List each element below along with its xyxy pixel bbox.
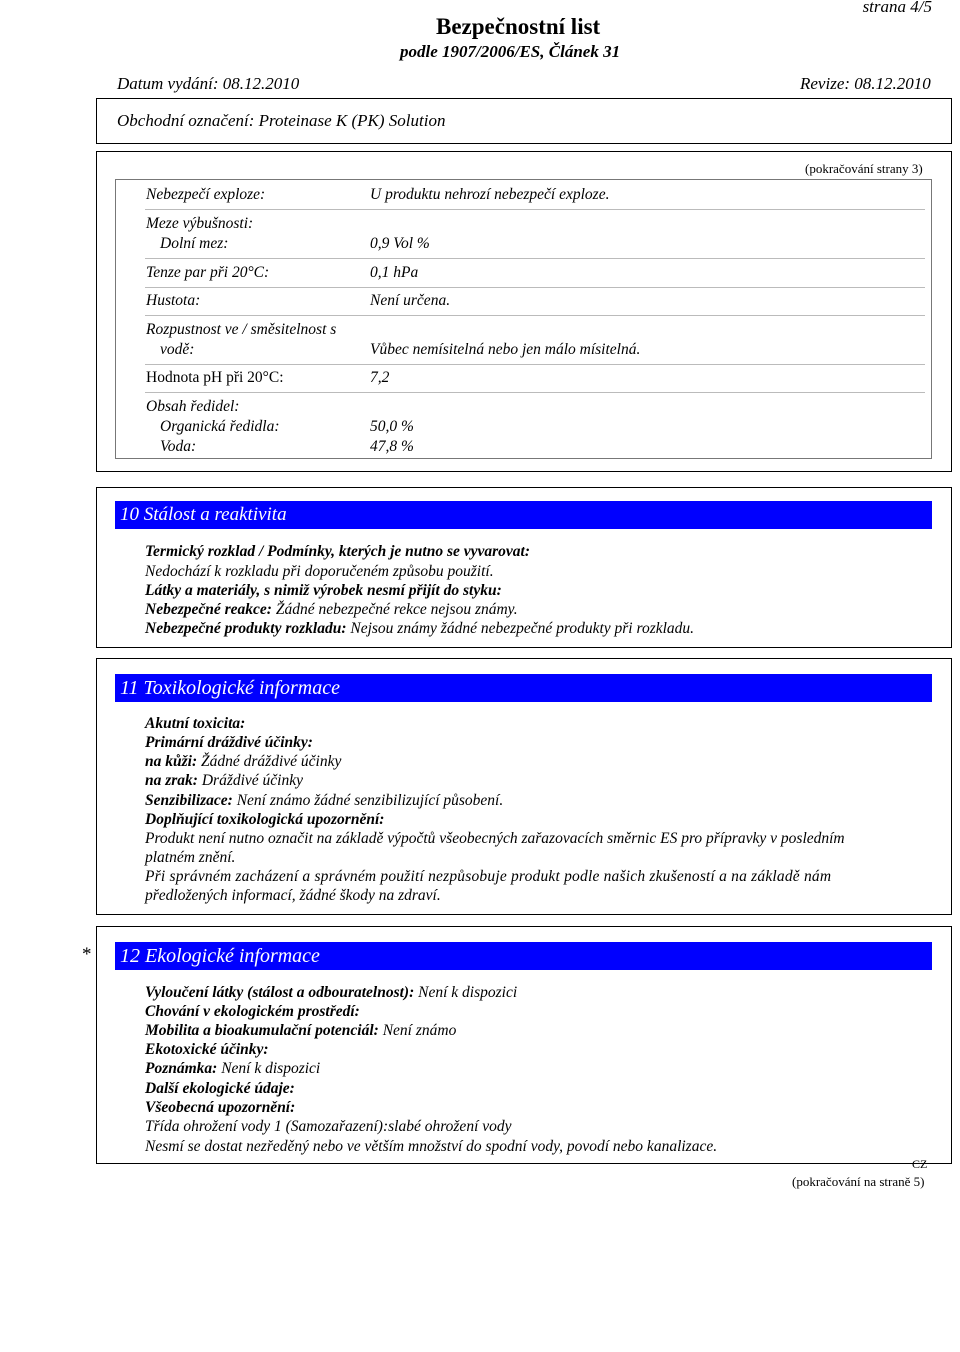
language-code: CZ <box>912 1157 928 1171</box>
solubility-value: Vůbec nemísitelná nebo jen málo mísitelná. <box>370 341 641 358</box>
solvents-label: Obsah ředidel: <box>146 398 240 415</box>
explosion-label: Nebezpečí exploze: <box>146 186 266 203</box>
s12-note-value: Není k dispozici <box>217 1060 321 1077</box>
s10-reactions-value: Žádné nebezpečné rekce nejsou známy. <box>271 601 518 618</box>
s12-ecotoxic: Ekotoxické účinky: <box>145 1041 269 1058</box>
s11-additional-heading: Doplňující toxikologická upozornění: <box>145 811 385 828</box>
continuation-bottom: (pokračování na straně 5) <box>792 1174 925 1189</box>
solubility-label: Rozpustnost ve / směsitelnost s <box>146 321 337 338</box>
s12-degradability <box>145 984 517 1002</box>
section12-heading: 12 Ekologické informace <box>115 942 932 970</box>
s11-text-4: předložených informací, žádné škody na zdraví. <box>145 887 441 904</box>
s12-general-notes: Všeobecná upozornění: <box>145 1099 296 1116</box>
s12-note-label: Poznámka: <box>145 1060 218 1077</box>
s11-eyes <box>145 772 303 790</box>
s10-reactions <box>145 601 518 619</box>
s11-skin-value: Žádné dráždivé účinky <box>197 753 342 770</box>
lower-limit-value: 0,9 Vol % <box>370 235 430 252</box>
s12-water-class: Třída ohrožení vody 1 (Samozařazení):slabé ohrožení vody <box>145 1118 512 1135</box>
ph-value: 7,2 <box>370 369 390 386</box>
s11-sensitization <box>145 792 503 810</box>
s11-text-1: Produkt není nutno označit na základě výpočtů všeobecných zařazovacích směrnic ES pro přípravky v posledním <box>145 830 845 847</box>
issue-date: Datum vydání: 08.12.2010 <box>117 74 300 93</box>
s11-eyes-label: na zrak: <box>145 772 198 789</box>
trade-name: Obchodní označení: Proteinase K (PK) Solution <box>117 111 446 130</box>
continuation-top: (pokračování strany 3) <box>805 161 923 176</box>
s12-mobility <box>145 1022 456 1040</box>
rule <box>145 287 925 288</box>
s11-eyes-value: Dráždivé účinky <box>197 772 304 789</box>
page-number: strana 4/5 <box>862 0 932 16</box>
s12-water-warning: Nesmí se dostat nezředěný nebo ve větším množství do spodní vody, povodí nebo kanalizace. <box>145 1138 718 1155</box>
organic-solvents-value: 50,0 % <box>370 418 414 435</box>
s10-decomposition-value: Nejsou známy žádné nebezpečné produkty při rozkladu. <box>346 620 695 637</box>
density-value: Není určena. <box>370 292 451 309</box>
rule <box>145 258 925 259</box>
ph-label: Hodnota pH při 20°C: <box>146 369 284 386</box>
solubility-label-cont: vodě: <box>160 341 195 358</box>
s12-other-data: Další ekologické údaje: <box>145 1080 295 1097</box>
lower-limit-label: Dolní mez: <box>160 235 229 252</box>
section10-heading: 10 Stálost a reaktivita <box>115 501 932 529</box>
limits-label: Meze výbušnosti: <box>146 215 254 232</box>
s11-skin-label: na kůži: <box>145 753 198 770</box>
s11-sensitization-label: Senzibilizace: <box>145 792 233 809</box>
organic-solvents-label: Organická ředidla: <box>160 418 280 435</box>
s10-thermal-heading: Termický rozklad / Podmínky, kterých je nutno se vyvarovat: <box>145 543 531 560</box>
s10-decomposition <box>145 620 694 638</box>
revision-marker: * <box>82 944 92 965</box>
rule <box>145 315 925 316</box>
s10-incompatible-heading: Látky a materiály, s nimiž výrobek nesmí přijít do styku: <box>145 582 502 599</box>
s12-degradability-label: Vyloučení látky (stálost a odbouratelnost): <box>145 984 415 1001</box>
s12-mobility-label: Mobilita a bioakumulační potenciál: <box>145 1022 379 1039</box>
s12-behaviour: Chování v ekologickém prostředí: <box>145 1003 360 1020</box>
s11-text-3: Při správném zacházení a správném použití nezpůsobuje produkt podle našich zkušeností a na základě nám <box>145 868 832 885</box>
water-label: Voda: <box>160 438 197 455</box>
s12-note <box>145 1060 320 1078</box>
trade-name-box <box>96 98 952 144</box>
s11-acute-toxicity: Akutní toxicita: <box>145 715 246 732</box>
s11-text-2: platném znění. <box>145 849 236 866</box>
s12-degradability-value: Není k dispozici <box>414 984 518 1001</box>
vapor-pressure-value: 0,1 hPa <box>370 264 419 281</box>
density-label: Hustota: <box>146 292 201 309</box>
s10-decomposition-label: Nebezpečné produkty rozkladu: <box>145 620 347 637</box>
s11-skin <box>145 753 341 771</box>
s12-mobility-value: Není známo <box>378 1022 457 1039</box>
rule <box>145 364 925 365</box>
s10-thermal-value: Nedochází k rozkladu při doporučeném způsobu použití. <box>145 563 494 580</box>
document-subtitle: podle 1907/2006/ES, Článek 31 <box>400 42 621 61</box>
water-value: 47,8 % <box>370 438 414 455</box>
section11-heading: 11 Toxikologické informace <box>115 674 932 702</box>
s11-primary-effects: Primární dráždivé účinky: <box>145 734 313 751</box>
revision-date: Revize: 08.12.2010 <box>800 74 931 93</box>
rule <box>145 392 925 393</box>
explosion-value: U produktu nehrozí nebezpečí exploze. <box>370 186 610 203</box>
s11-sensitization-value: Není známo žádné senzibilizující působení. <box>232 792 504 809</box>
s10-reactions-label: Nebezpečné reakce: <box>145 601 272 618</box>
rule <box>145 209 925 210</box>
vapor-pressure-label: Tenze par při 20°C: <box>146 264 270 281</box>
document-title: Bezpečnostní list <box>436 14 601 39</box>
